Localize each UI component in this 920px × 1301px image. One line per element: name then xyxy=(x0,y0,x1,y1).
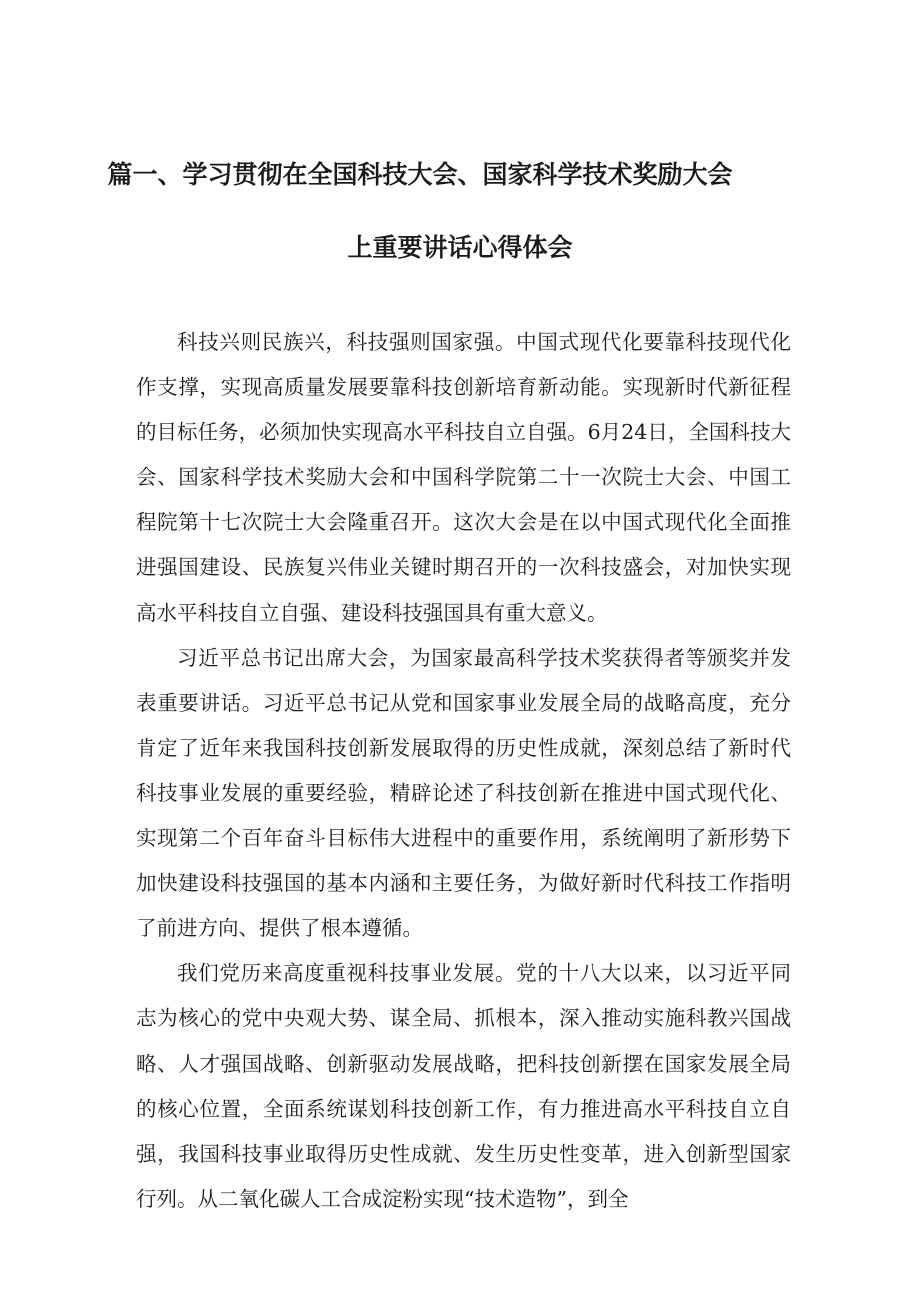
paragraph-3: 我们党历来高度重视科技事业发展。党的十八大以来，以习近平同志为核心的党中央观大势、谋全局、抓根本，深入推动实施科教兴国战略、人才强国战略、创新驱动发展战略，把科技创新摆在国家发展全局的核心位置，全面系统谋划科技创新工作，有力推进高水平科技自立自强，我国科技事业取得历史性成就、发生历史性变革，进入创新型国家行列。从二氧化碳人工合成淀粉实现“技术造物”，到全 xyxy=(136,961,791,1211)
paragraph-2: 习近平总书记出席大会，为国家最高科学技术奖获得者等颁奖并发表重要讲话。习近平总书记从党和国家事业发展全局的战略高度，充分肯定了近年来我国科技创新发展取得的历史性成就，深刻总结了新时代科技事业发展的重要经验，精辟论述了科技创新在推进中国式现代化、实现第二个百年奋斗目标伟大进程中的重要作用，系统阐明了新形势下加快建设科技强国的基本内涵和主要任务，为做好新时代科技工作指明了前进方向、提供了根本遵循。 xyxy=(136,645,791,941)
paragraph-1: 科技兴则民族兴，科技强则国家强。中国式现代化要靠科技现代化作支撑，实现高质量发展要靠科技创新培育新动能。实现新时代新征程的目标任务，必须加快实现高水平科技自立自强。6月24日，全国科技大会、国家科学技术奖励大会和中国科学院第二十一次院士大会、中国工程院第十七次院士大会隆重召开。这次大会是在以中国式现代化全面推进强国建设、民族复兴伟业关键时期召开的一次科技盛会，对加快实现高水平科技自立自强、建设科技强国具有重大意义。 xyxy=(136,330,791,625)
document-title-line-2: 上重要讲话心得体会 xyxy=(347,233,573,262)
document-title-line-1: 篇一、学习贯彻在全国科技大会、国家科学技术奖励大会 xyxy=(107,160,733,189)
document-body xyxy=(136,320,791,1222)
